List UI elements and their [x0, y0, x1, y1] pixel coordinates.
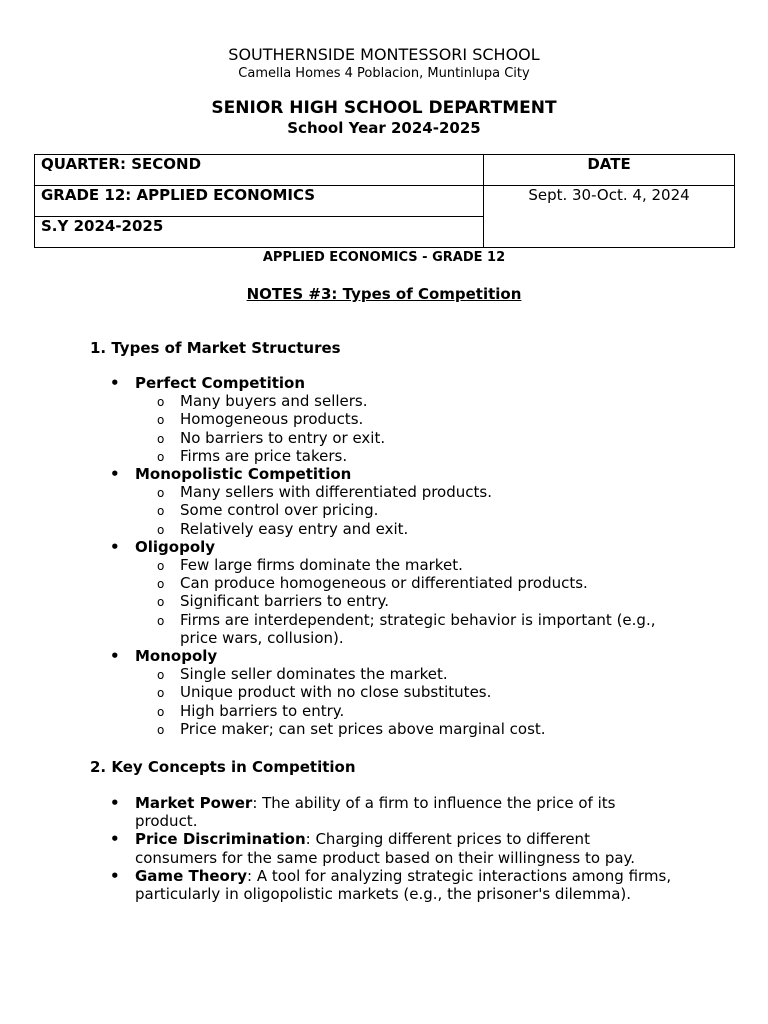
sub-list-item: [0, 483, 670, 501]
sub-bullet-icon: o: [157, 613, 165, 628]
point-text: Homogeneous products.: [180, 410, 364, 429]
sub-bullet-icon: o: [157, 413, 165, 428]
market-type-title: Oligopoly: [135, 537, 216, 556]
bullet-icon: •: [110, 794, 120, 812]
point-text: Many sellers with differentiated products.: [180, 483, 492, 502]
subject-title: APPLIED ECONOMICS - GRADE 12: [262, 250, 506, 265]
sub-bullet-icon: o: [157, 449, 165, 464]
section1-list: [0, 374, 768, 738]
sub-bullet-icon: o: [157, 595, 165, 610]
list-item: [0, 830, 675, 866]
department-title: SENIOR HIGH SCHOOL DEPARTMENT: [211, 98, 557, 118]
list-item: [0, 794, 675, 830]
market-type-title: Monopoly: [135, 647, 218, 666]
sub-bullet-icon: o: [157, 395, 165, 410]
point-text: High barriers to entry.: [180, 701, 345, 720]
sub-list-item: [0, 447, 670, 465]
quarter-cell: QUARTER: SECOND: [35, 155, 484, 186]
sub-list-item: [0, 556, 670, 574]
concept-text: : Charging different prices to different consumers for the same product based on their willingness to pay.: [135, 830, 636, 867]
info-table: [34, 154, 735, 248]
sub-list-item: [0, 410, 670, 428]
market-type-title: Monopolistic Competition: [135, 465, 352, 484]
section2-heading: 2. Key Concepts in Competition: [90, 758, 356, 776]
point-text: No barriers to entry or exit.: [180, 428, 386, 447]
bullet-icon: •: [110, 537, 120, 556]
point-text: Price maker; can set prices above marginal cost.: [180, 719, 546, 738]
point-text: Few large firms dominate the market.: [180, 556, 463, 575]
point-text: Many buyers and sellers.: [180, 392, 368, 411]
sub-bullet-icon: o: [157, 522, 165, 537]
sy-cell: S.Y 2024-2025: [35, 217, 484, 248]
list-item: [0, 647, 675, 665]
sub-bullet-icon: o: [157, 431, 165, 446]
sub-bullet-icon: o: [157, 577, 165, 592]
point-text: Some control over pricing.: [180, 501, 379, 520]
concept-term: Game Theory: [135, 866, 248, 885]
sub-bullet-icon: o: [157, 722, 165, 737]
bullet-icon: •: [110, 866, 120, 885]
point-text: Firms are interdependent; strategic behavior is important (e.g., price wars, collusion).: [180, 610, 656, 647]
sub-list-item: [0, 683, 670, 701]
grade-cell: GRADE 12: APPLIED ECONOMICS: [35, 186, 484, 217]
sub-bullet-icon: o: [157, 668, 165, 683]
list-item: [0, 867, 675, 903]
point-text: Unique product with no close substitutes.: [180, 683, 492, 702]
sub-bullet-icon: o: [157, 686, 165, 701]
point-text: Significant barriers to entry.: [180, 592, 389, 611]
sub-list-item: [0, 574, 670, 592]
section2-list: [0, 794, 768, 903]
sub-list-item: [0, 592, 670, 610]
point-text: Relatively easy entry and exit.: [180, 519, 409, 538]
date-value-cell: Sept. 30-Oct. 4, 2024: [484, 186, 735, 248]
sub-bullet-icon: o: [157, 704, 165, 719]
date-header-cell: DATE: [484, 155, 735, 186]
school-address: Camella Homes 4 Poblacion, Muntinlupa City: [238, 66, 530, 81]
sub-list-item: [0, 665, 670, 683]
school-name: SOUTHERNSIDE MONTESSORI SCHOOL: [228, 45, 540, 64]
bullet-icon: •: [110, 374, 120, 392]
sub-bullet-icon: o: [157, 559, 165, 574]
notes-title: NOTES #3: Types of Competition: [246, 285, 522, 303]
point-text: Single seller dominates the market.: [180, 665, 448, 684]
sub-list-item: [0, 392, 670, 410]
concept-text: : The ability of a firm to influence the price of its product.: [135, 794, 616, 831]
point-text: Firms are price takers.: [180, 446, 348, 465]
sub-bullet-icon: o: [157, 486, 165, 501]
sub-list-item: [0, 501, 670, 519]
sub-bullet-icon: o: [157, 504, 165, 519]
sub-list-item: [0, 429, 670, 447]
bullet-icon: •: [110, 465, 120, 484]
school-year: School Year 2024-2025: [287, 119, 481, 137]
market-type-title: Perfect Competition: [135, 374, 306, 392]
point-text: Can produce homogeneous or differentiated products.: [180, 574, 588, 593]
list-item: [0, 538, 675, 556]
sub-list-item: [0, 520, 670, 538]
list-item: [0, 374, 675, 392]
section1-heading: 1. Types of Market Structures: [90, 339, 341, 357]
bullet-icon: •: [110, 830, 120, 849]
bullet-icon: •: [110, 647, 120, 666]
concept-text: : A tool for analyzing strategic interactions among firms, particularly in oligopolistic markets (e.g., the prisoner's dilemma).: [135, 866, 672, 904]
sub-list-item: [0, 702, 670, 720]
concept-term: Price Discrimination: [135, 830, 306, 849]
concept-term: Market Power: [135, 794, 253, 812]
list-item: [0, 465, 675, 483]
sub-list-item: [0, 611, 670, 647]
sub-list-item: [0, 720, 670, 738]
